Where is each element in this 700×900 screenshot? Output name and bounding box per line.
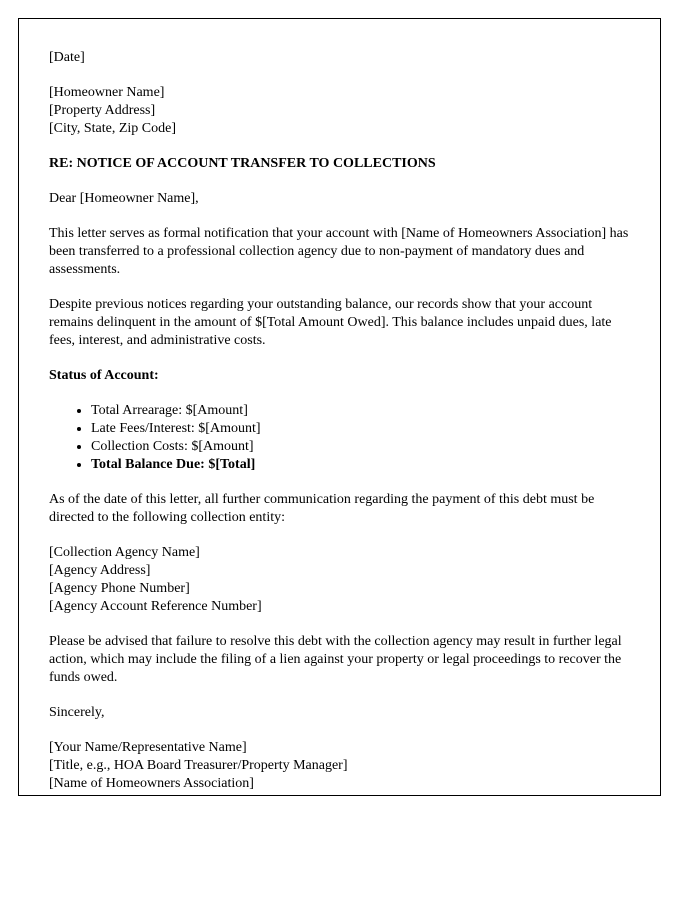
agency-address: [Agency Address] <box>49 563 151 578</box>
paragraph-delinquency: Despite previous notices regarding your outstanding balance, our records show that your account remains delinquent in the amount of $[Total Amount Owed]. This balance includes unpaid dues, late fees, interest, and administrative costs. <box>49 297 612 348</box>
agency-block <box>49 544 630 616</box>
agency-reference: [Agency Account Reference Number] <box>49 599 262 614</box>
paragraph-warning: Please be advised that failure to resolve this debt with the collection agency may result in further legal action, which may include the filing of a lien against your property or legal proceedings to recover the funds owed. <box>49 634 622 685</box>
signature-block <box>49 739 630 793</box>
date-line: [Date] <box>49 50 85 65</box>
signature-name: [Your Name/Representative Name] <box>49 740 247 755</box>
recipient-city-state-zip: [City, State, Zip Code] <box>49 121 177 136</box>
recipient-block <box>49 84 630 138</box>
status-item-arrearage: • Total Arrearage: $[Amount] <box>91 402 630 420</box>
agency-phone: [Agency Phone Number] <box>49 581 190 596</box>
recipient-address: [Property Address] <box>49 103 156 118</box>
letter-page <box>18 18 661 796</box>
status-item-total-balance: • Total Balance Due: $[Total] <box>91 456 630 474</box>
signature-title: [Title, e.g., HOA Board Treasurer/Property Manager] <box>49 758 348 773</box>
subject-line: RE: NOTICE OF ACCOUNT TRANSFER TO COLLECTIONS <box>49 156 436 171</box>
paragraph-intro: This letter serves as formal notification that your account with [Name of Homeowners Association] has been transferred to a professional collection agency due to non-payment of mandatory dues and assessments. <box>49 226 629 277</box>
status-item-collection-costs: • Collection Costs: $[Amount] <box>91 438 630 456</box>
agency-name: [Collection Agency Name] <box>49 545 200 560</box>
closing: Sincerely, <box>49 705 105 720</box>
paragraph-direction: As of the date of this letter, all further communication regarding the payment of this debt must be directed to the following collection entity: <box>49 492 595 525</box>
status-item-late-fees: • Late Fees/Interest: $[Amount] <box>91 420 630 438</box>
signature-association: [Name of Homeowners Association] <box>49 776 254 791</box>
recipient-name: [Homeowner Name] <box>49 85 165 100</box>
status-list <box>49 402 630 474</box>
status-heading: Status of Account: <box>49 368 159 383</box>
salutation: Dear [Homeowner Name], <box>49 191 199 206</box>
